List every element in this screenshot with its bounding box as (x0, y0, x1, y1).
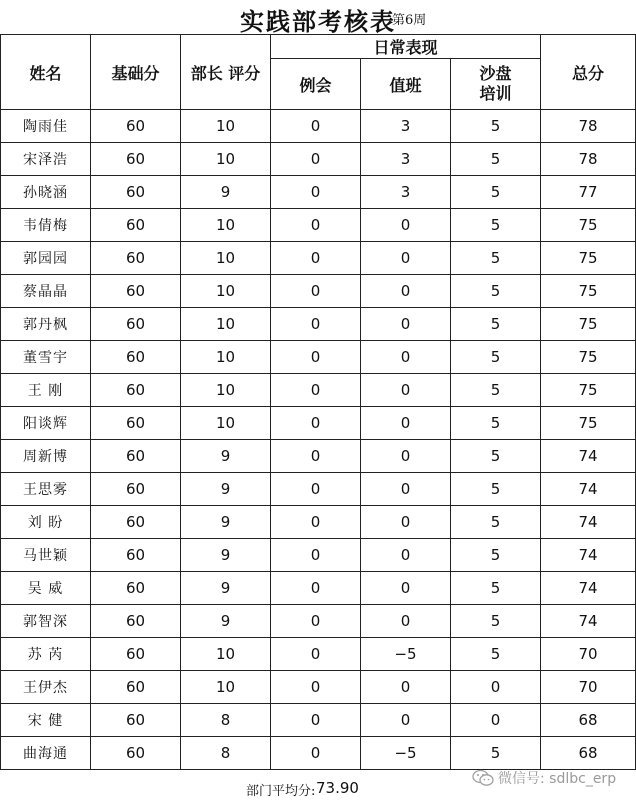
minister-score-cell: 9 (181, 506, 271, 539)
minister-score-cell: 9 (181, 605, 271, 638)
duty-cell: 0 (361, 407, 451, 440)
title-row (0, 0, 636, 34)
table-row (1, 473, 636, 506)
duty-cell: 0 (361, 671, 451, 704)
base-score-cell: 60 (91, 275, 181, 308)
duty-cell: 0 (361, 341, 451, 374)
name-cell: 郭智深 (1, 605, 91, 638)
minister-score-cell: 9 (181, 440, 271, 473)
name-cell: 阳谈辉 (1, 407, 91, 440)
meeting-cell: 0 (271, 110, 361, 143)
header-sandtable (451, 59, 541, 110)
base-score-cell: 60 (91, 374, 181, 407)
base-score-cell: 60 (91, 209, 181, 242)
duty-cell: −5 (361, 737, 451, 770)
table-row (1, 605, 636, 638)
sheet-title: 实践部考核表 (240, 7, 396, 36)
sandtable-cell: 5 (451, 638, 541, 671)
duty-cell: −5 (361, 638, 451, 671)
table-row (1, 176, 636, 209)
total-cell: 68 (541, 737, 636, 770)
table-row (1, 671, 636, 704)
name-cell: 王 刚 (1, 374, 91, 407)
minister-score-cell: 10 (181, 407, 271, 440)
meeting-cell: 0 (271, 506, 361, 539)
assessment-table (0, 34, 636, 770)
meeting-cell: 0 (271, 308, 361, 341)
header-daily: 日常表现 (271, 35, 541, 59)
meeting-cell: 0 (271, 176, 361, 209)
duty-cell: 0 (361, 242, 451, 275)
total-cell: 78 (541, 110, 636, 143)
header-duty: 值班 (361, 59, 451, 110)
sandtable-cell: 5 (451, 539, 541, 572)
total-cell: 68 (541, 704, 636, 737)
watermark-text: 微信号: sdlbc_erp (498, 771, 617, 787)
table-row (1, 440, 636, 473)
base-score-cell: 60 (91, 440, 181, 473)
duty-cell: 0 (361, 374, 451, 407)
base-score-cell: 60 (91, 308, 181, 341)
table-row (1, 704, 636, 737)
sandtable-cell: 5 (451, 374, 541, 407)
minister-score-cell: 8 (181, 737, 271, 770)
name-cell: 陶雨佳 (1, 110, 91, 143)
header-minister: 部长 评分 (181, 35, 271, 110)
duty-cell: 0 (361, 605, 451, 638)
total-cell: 74 (541, 605, 636, 638)
name-cell: 郭丹枫 (1, 308, 91, 341)
sandtable-cell: 5 (451, 407, 541, 440)
base-score-cell: 60 (91, 110, 181, 143)
duty-cell: 0 (361, 539, 451, 572)
base-score-cell: 60 (91, 506, 181, 539)
name-cell: 王思雾 (1, 473, 91, 506)
meeting-cell: 0 (271, 572, 361, 605)
table-row (1, 110, 636, 143)
sandtable-cell: 5 (451, 143, 541, 176)
name-cell: 韦倩梅 (1, 209, 91, 242)
name-cell: 马世颖 (1, 539, 91, 572)
week-label: 第6周 (392, 13, 427, 28)
sandtable-cell: 5 (451, 176, 541, 209)
name-cell: 刘 盼 (1, 506, 91, 539)
minister-score-cell: 10 (181, 143, 271, 176)
meeting-cell: 0 (271, 605, 361, 638)
table-row (1, 539, 636, 572)
minister-score-cell: 8 (181, 704, 271, 737)
sandtable-cell: 5 (451, 605, 541, 638)
base-score-cell: 60 (91, 671, 181, 704)
base-score-cell: 60 (91, 242, 181, 275)
name-cell: 蔡晶晶 (1, 275, 91, 308)
total-cell: 74 (541, 440, 636, 473)
meeting-cell: 0 (271, 341, 361, 374)
table-row (1, 242, 636, 275)
duty-cell: 0 (361, 572, 451, 605)
base-score-cell: 60 (91, 341, 181, 374)
sandtable-cell: 5 (451, 242, 541, 275)
meeting-cell: 0 (271, 704, 361, 737)
minister-score-cell: 9 (181, 473, 271, 506)
base-score-cell: 60 (91, 176, 181, 209)
duty-cell: 3 (361, 143, 451, 176)
meeting-cell: 0 (271, 440, 361, 473)
meeting-cell: 0 (271, 275, 361, 308)
header-sandtable-text: 沙盘培训 (479, 64, 512, 103)
name-cell: 董雪宇 (1, 341, 91, 374)
meeting-cell: 0 (271, 737, 361, 770)
base-score-cell: 60 (91, 638, 181, 671)
table-row (1, 209, 636, 242)
total-cell: 75 (541, 341, 636, 374)
base-score-cell: 60 (91, 143, 181, 176)
meeting-cell: 0 (271, 671, 361, 704)
minister-score-cell: 10 (181, 341, 271, 374)
header-meeting: 例会 (271, 59, 361, 110)
table-row (1, 341, 636, 374)
sandtable-cell: 5 (451, 506, 541, 539)
name-cell: 曲海通 (1, 737, 91, 770)
table-row (1, 572, 636, 605)
meeting-cell: 0 (271, 242, 361, 275)
header-base: 基础分 (91, 35, 181, 110)
sandtable-cell: 0 (451, 704, 541, 737)
sandtable-cell: 5 (451, 341, 541, 374)
watermark (472, 768, 616, 788)
name-cell: 王伊杰 (1, 671, 91, 704)
name-cell: 宋泽浩 (1, 143, 91, 176)
total-cell: 74 (541, 572, 636, 605)
meeting-cell: 0 (271, 209, 361, 242)
minister-score-cell: 10 (181, 308, 271, 341)
name-cell: 郭园园 (1, 242, 91, 275)
name-cell: 周新博 (1, 440, 91, 473)
table-row (1, 638, 636, 671)
base-score-cell: 60 (91, 539, 181, 572)
minister-score-cell: 10 (181, 638, 271, 671)
name-cell: 宋 健 (1, 704, 91, 737)
total-cell: 74 (541, 506, 636, 539)
table-row (1, 737, 636, 770)
base-score-cell: 60 (91, 737, 181, 770)
total-cell: 70 (541, 638, 636, 671)
base-score-cell: 60 (91, 704, 181, 737)
sandtable-cell: 5 (451, 275, 541, 308)
sandtable-cell: 5 (451, 572, 541, 605)
duty-cell: 0 (361, 506, 451, 539)
duty-cell: 0 (361, 209, 451, 242)
total-cell: 75 (541, 374, 636, 407)
sandtable-cell: 5 (451, 440, 541, 473)
duty-cell: 0 (361, 440, 451, 473)
base-score-cell: 60 (91, 473, 181, 506)
duty-cell: 0 (361, 473, 451, 506)
total-cell: 74 (541, 473, 636, 506)
table-body (1, 110, 636, 770)
total-cell: 70 (541, 671, 636, 704)
table-row (1, 506, 636, 539)
duty-cell: 0 (361, 704, 451, 737)
sandtable-cell: 5 (451, 473, 541, 506)
total-cell: 75 (541, 209, 636, 242)
total-cell: 75 (541, 242, 636, 275)
sandtable-cell: 5 (451, 110, 541, 143)
sandtable-cell: 5 (451, 737, 541, 770)
total-cell: 77 (541, 176, 636, 209)
meeting-cell: 0 (271, 407, 361, 440)
minister-score-cell: 10 (181, 374, 271, 407)
meeting-cell: 0 (271, 374, 361, 407)
duty-cell: 3 (361, 176, 451, 209)
meeting-cell: 0 (271, 143, 361, 176)
header-name: 姓名 (1, 35, 91, 110)
duty-cell: 0 (361, 275, 451, 308)
minister-score-cell: 10 (181, 671, 271, 704)
average-label: 部门平均分: (246, 784, 316, 799)
total-cell: 75 (541, 308, 636, 341)
base-score-cell: 60 (91, 572, 181, 605)
average-value: 73.90 (316, 779, 359, 797)
name-cell: 苏 芮 (1, 638, 91, 671)
meeting-cell: 0 (271, 638, 361, 671)
table-row (1, 275, 636, 308)
meeting-cell: 0 (271, 539, 361, 572)
sandtable-cell: 0 (451, 671, 541, 704)
minister-score-cell: 10 (181, 209, 271, 242)
name-cell: 吴 威 (1, 572, 91, 605)
table-row (1, 407, 636, 440)
sandtable-cell: 5 (451, 308, 541, 341)
minister-score-cell: 10 (181, 110, 271, 143)
minister-score-cell: 10 (181, 242, 271, 275)
total-cell: 74 (541, 539, 636, 572)
name-cell: 孙晓涵 (1, 176, 91, 209)
base-score-cell: 60 (91, 605, 181, 638)
table-row (1, 308, 636, 341)
minister-score-cell: 9 (181, 539, 271, 572)
base-score-cell: 60 (91, 407, 181, 440)
total-cell: 75 (541, 407, 636, 440)
sandtable-cell: 5 (451, 209, 541, 242)
duty-cell: 3 (361, 110, 451, 143)
total-cell: 78 (541, 143, 636, 176)
minister-score-cell: 10 (181, 275, 271, 308)
minister-score-cell: 9 (181, 176, 271, 209)
meeting-cell: 0 (271, 473, 361, 506)
total-cell: 75 (541, 275, 636, 308)
wechat-icon (472, 769, 494, 787)
table-row (1, 374, 636, 407)
header-total: 总分 (541, 35, 636, 110)
duty-cell: 0 (361, 308, 451, 341)
header-row-top (1, 35, 636, 59)
minister-score-cell: 9 (181, 572, 271, 605)
table-row (1, 143, 636, 176)
